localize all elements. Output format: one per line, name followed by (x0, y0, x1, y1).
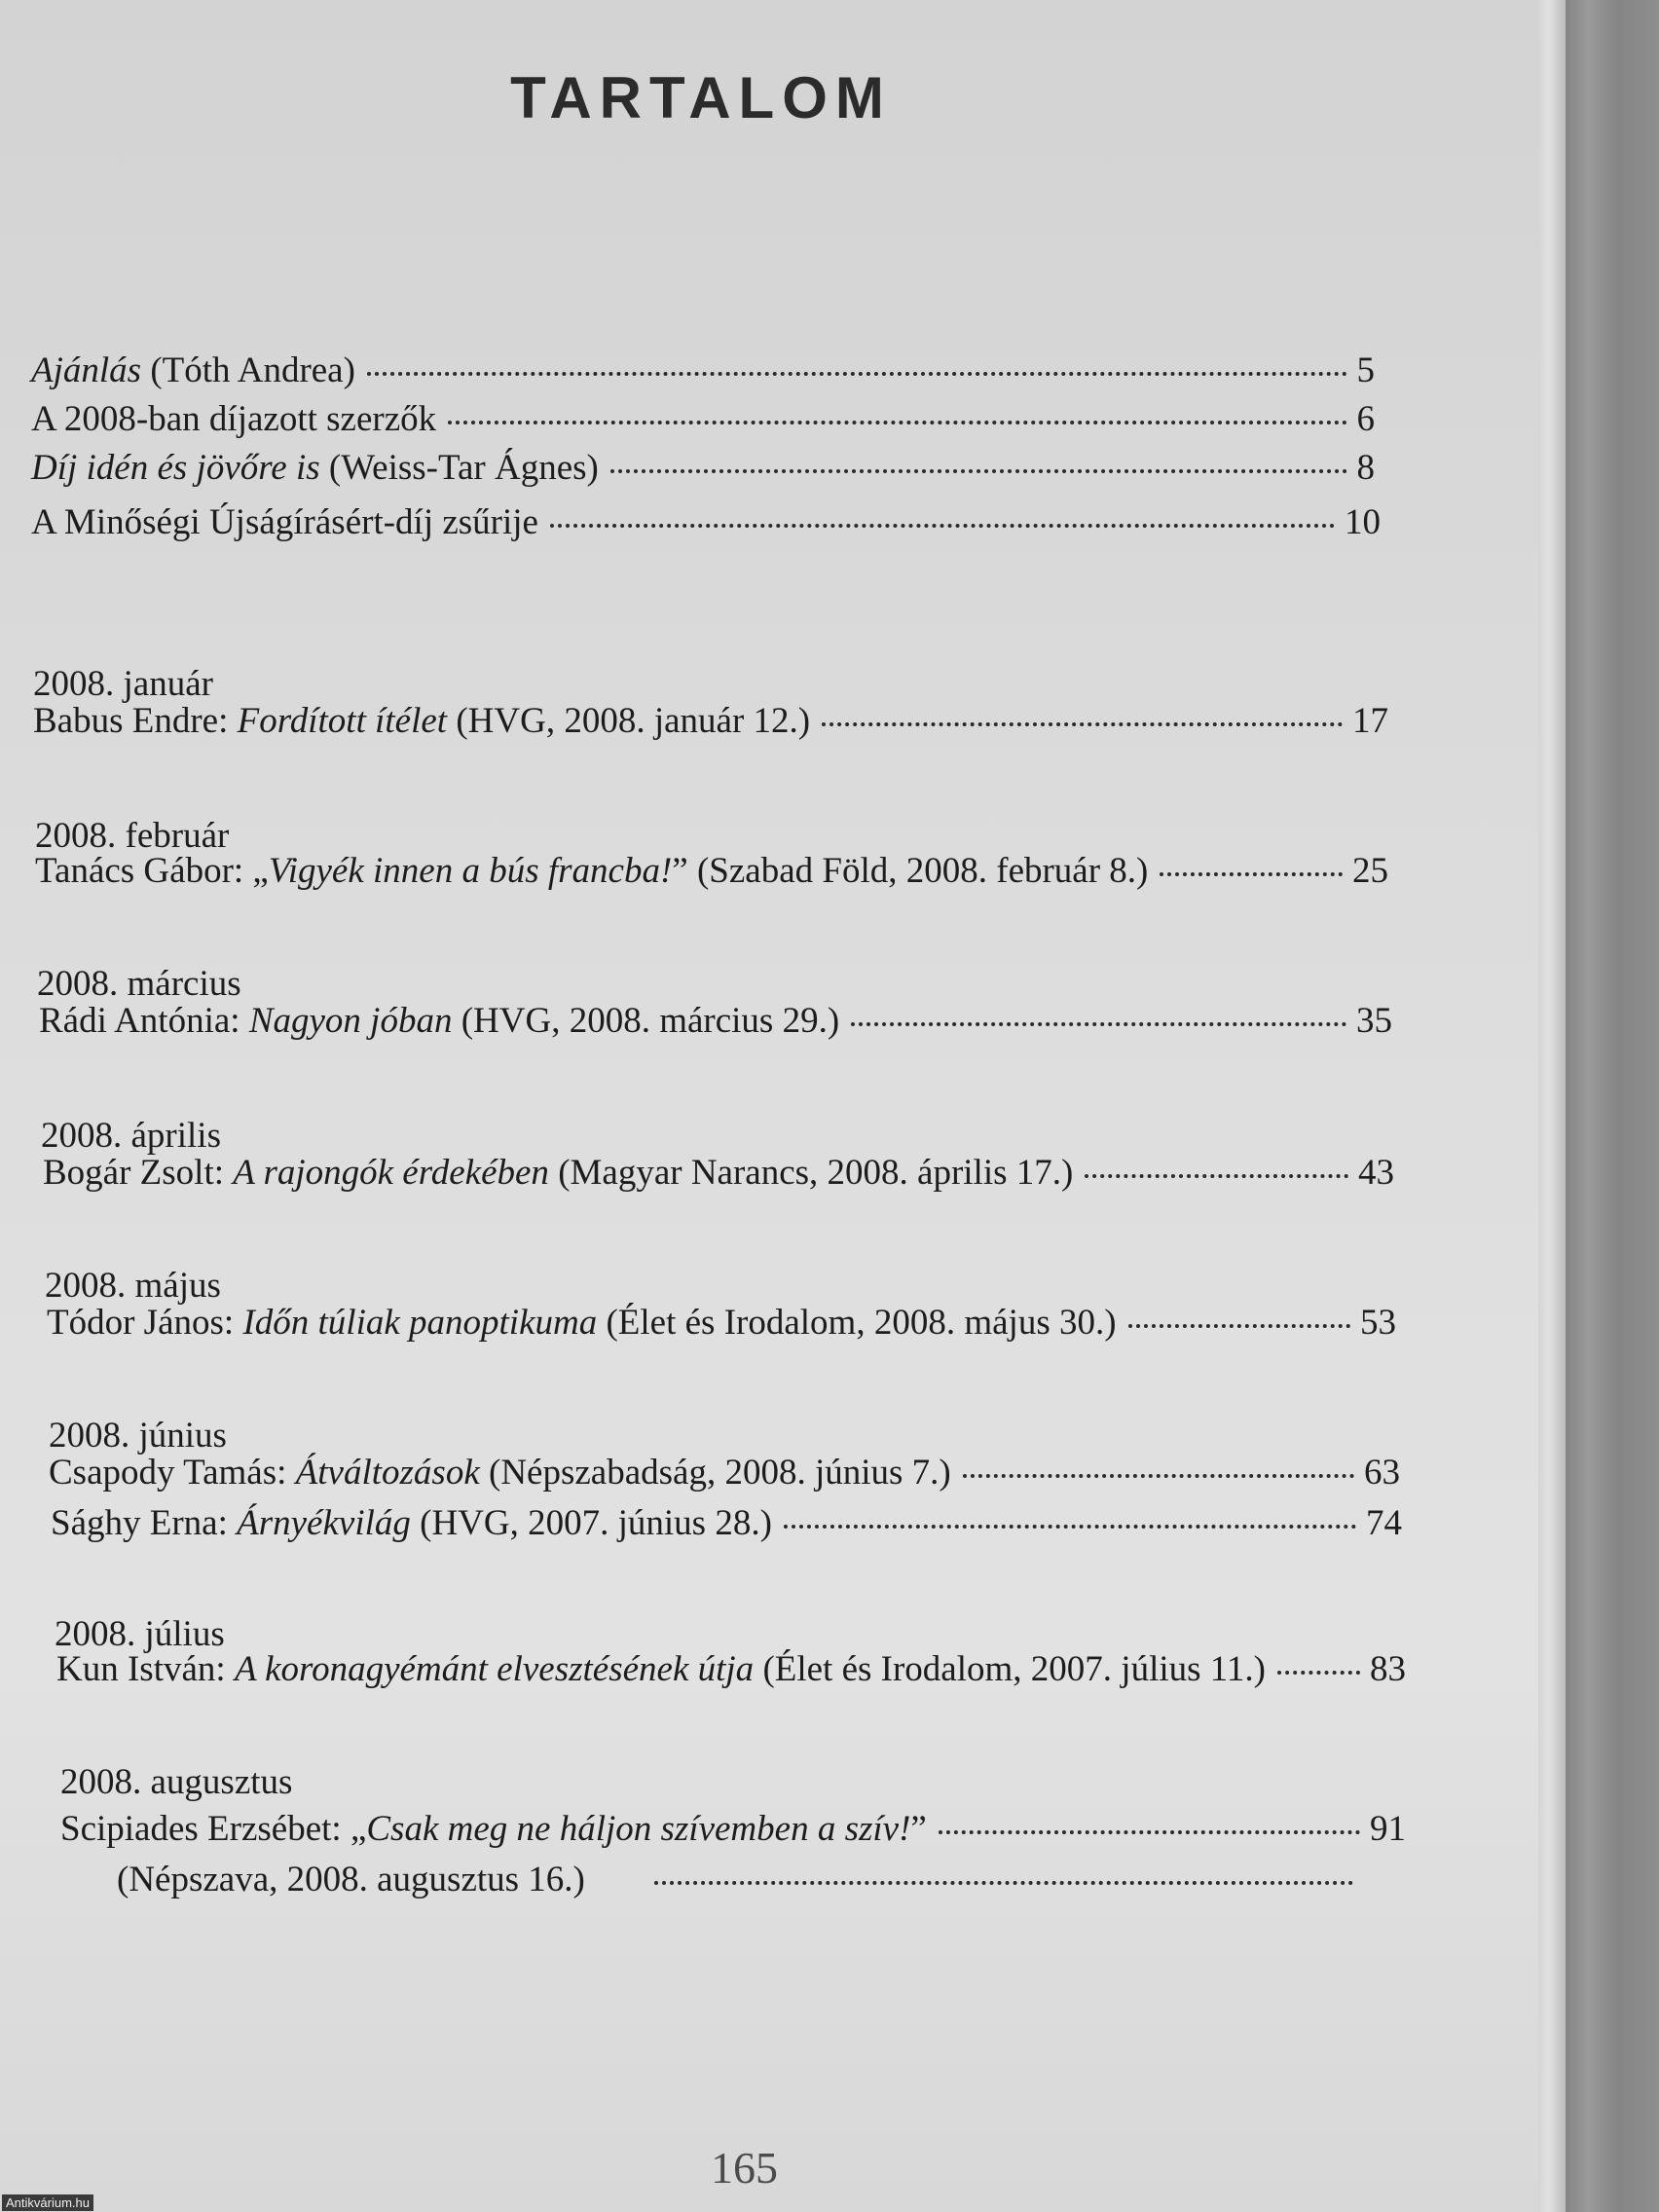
toc-entry-text: A Minőségi Újságírásért-díj zsűrije (31, 502, 538, 542)
month-heading: 2008. július (55, 1614, 225, 1654)
toc-entry: Csapody Tamás: Átváltozások (Népszabadság, 2008. június 7.) 63 (49, 1453, 1400, 1493)
toc-entry: Scipiades Erzsébet: „Csak meg ne háljon szívemben a szív!” 91 (60, 1809, 1406, 1849)
page-number: 25 (1352, 851, 1388, 891)
dot-leader (822, 722, 1343, 726)
page-number: 8 (1356, 448, 1375, 488)
dot-leader (1128, 1324, 1350, 1328)
page-number: 17 (1352, 701, 1388, 741)
book-spine (1558, 0, 1659, 2212)
page-number: 35 (1356, 1001, 1392, 1041)
dot-leader (1277, 1671, 1360, 1675)
page-number: 10 (1345, 502, 1381, 542)
page-number: 91 (1370, 1809, 1406, 1849)
toc-entry-source-line: (Népszava, 2008. augusztus 16.) (117, 1860, 585, 1899)
toc-entry-ajanlas (31, 352, 1375, 388)
month-heading: 2008. február (35, 816, 230, 856)
month-heading: 2008. április (41, 1116, 221, 1156)
toc-entry-dij (31, 450, 1375, 486)
month-heading: 2008. május (45, 1266, 221, 1306)
page-number: 83 (1370, 1649, 1406, 1689)
month-heading: 2008. augusztus (60, 1762, 293, 1802)
toc-entry-text: A 2008-ban díjazott szerzők (31, 399, 437, 439)
page-number: 63 (1364, 1453, 1400, 1493)
toc-entry: Tódor János: Időn túliak panoptikuma (Élet és Irodalom, 2008. május 30.) 53 (47, 1303, 1396, 1343)
toc-entry: Kun István: A koronagyémánt elvesztésének útja (Élet és Irodalom, 2007. július 11.) 83 (56, 1649, 1406, 1689)
dot-leader (939, 1830, 1360, 1834)
toc-entry: Sághy Erna: Árnyékvilág (HVG, 2007. június 28.) 74 (51, 1503, 1402, 1543)
page-number: 74 (1366, 1503, 1402, 1543)
toc-entry: Bogár Zsolt: A rajongók érdekében (Magyar Narancs, 2008. április 17.) 43 (43, 1153, 1394, 1193)
month-heading: 2008. június (49, 1416, 227, 1456)
toc-entry: Babus Endre: Fordított ítélet (HVG, 2008. január 12.) 17 (33, 701, 1388, 741)
dot-leader (367, 372, 1347, 376)
toc-entry: Rádi Antónia: Nagyon jóban (HVG, 2008. március 29.) 35 (39, 1001, 1392, 1041)
page-folio: 165 (711, 2143, 778, 2193)
page-number: 43 (1358, 1153, 1394, 1193)
page-number: 6 (1356, 399, 1375, 439)
dot-leader (1085, 1174, 1348, 1178)
dot-leader (1160, 872, 1343, 876)
toc-entry-szerzok (31, 401, 1375, 437)
month-heading: 2008. január (33, 664, 213, 704)
dot-leader (851, 1022, 1346, 1026)
page-number: 5 (1356, 350, 1375, 390)
watermark: Antikvárium.hu (2, 2194, 93, 2211)
page-title: TARTALOM (510, 65, 892, 130)
dot-leader (550, 524, 1335, 528)
toc-entry-text: Ajánlás (Tóth Andrea) (31, 350, 355, 390)
toc-entry-text: Díj idén és jövőre is (Weiss-Tar Ágnes) (31, 448, 599, 488)
toc-entry: Tanács Gábor: „Vigyék innen a bús francba!” (Szabad Föld, 2008. február 8.) 25 (35, 851, 1388, 891)
dot-leader (448, 421, 1346, 424)
page-number: 53 (1360, 1303, 1396, 1343)
dot-leader (963, 1474, 1354, 1478)
month-heading: 2008. március (37, 964, 241, 1004)
dot-leader (654, 1881, 1353, 1885)
toc-entry-zsuri (31, 504, 1381, 540)
dot-leader (610, 469, 1347, 473)
dot-leader (784, 1525, 1356, 1529)
